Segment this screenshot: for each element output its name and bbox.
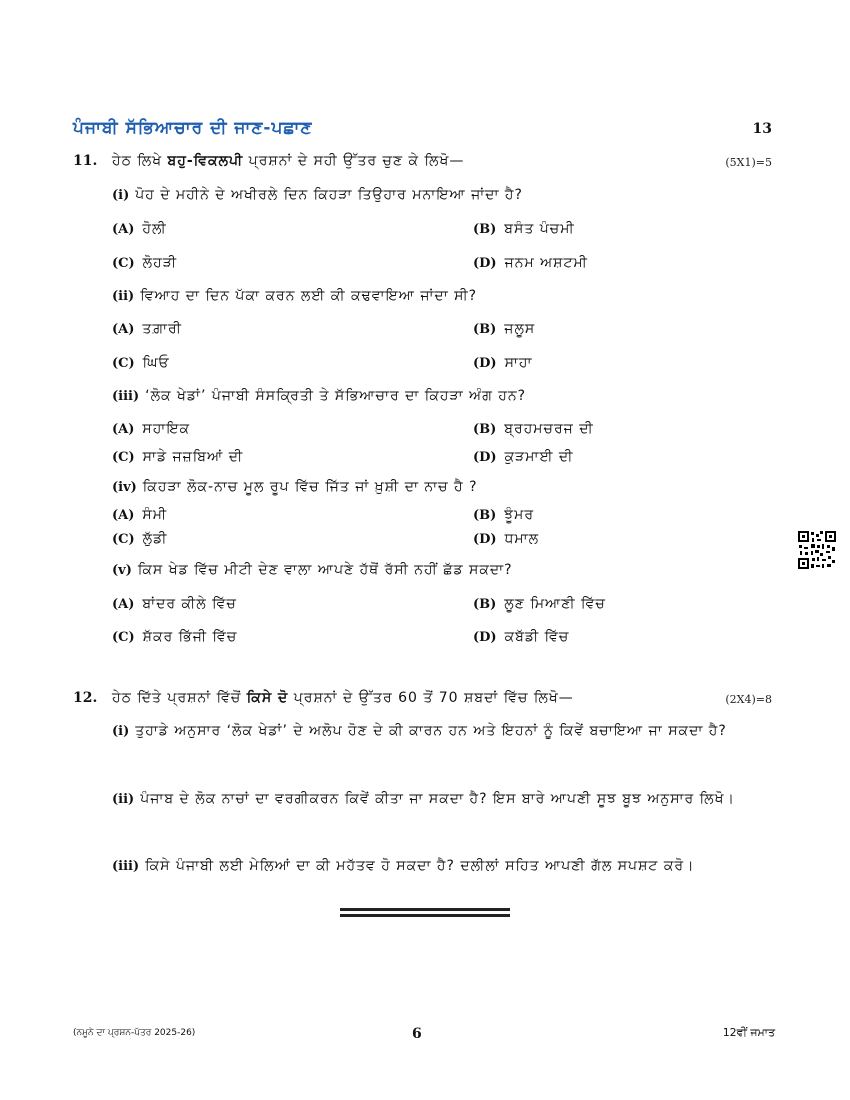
option-text: ਜਲੂਸ	[504, 321, 536, 337]
q11-iv-option-c	[112, 531, 167, 547]
option-label: (B)	[473, 222, 497, 237]
q11-iv-option-d	[473, 531, 539, 547]
option-label: (C)	[112, 256, 135, 271]
q11-iii-option-a	[112, 421, 190, 437]
option-label: (B)	[473, 422, 497, 437]
q11-ii-option-a	[112, 321, 182, 337]
option-label: (D)	[473, 256, 497, 271]
option-label: (A)	[112, 508, 135, 523]
option-label: (A)	[112, 222, 135, 237]
q12-sub-iii-roman: (iii)	[112, 859, 140, 874]
question-12-marks: (2X4)=8	[725, 693, 772, 706]
section-title: ਪੰਜਾਬੀ ਸੱਭਿਆਚਾਰ ਦੀ ਜਾਣ-ਪਛਾਣ	[73, 118, 313, 138]
q11-i-option-c	[112, 255, 177, 271]
option-label: (D)	[473, 532, 497, 547]
option-label: (B)	[473, 597, 497, 612]
question-12-text-pre: ਹੇਠ ਦਿੱਤੇ ਪ੍ਰਸ਼ਨਾਂ ਵਿੱਚੋਂ	[112, 690, 247, 706]
option-text: ਸਹਾਇਕ	[142, 421, 191, 437]
q11-v-option-b	[473, 596, 606, 612]
option-label: (C)	[112, 532, 135, 547]
q11-i-option-d	[473, 255, 588, 271]
option-label: (C)	[112, 450, 135, 465]
q11-sub-v-roman: (v)	[112, 563, 132, 578]
q11-i-option-b	[473, 221, 575, 237]
q11-v-option-d	[473, 629, 569, 645]
q11-sub-iv-roman: (iv)	[112, 480, 137, 495]
option-text: ਤਗ਼ਾਰੀ	[142, 321, 182, 337]
q11-ii-option-b	[473, 321, 535, 337]
question-12-number: 12.	[73, 690, 98, 706]
footer-class-label: 12ਵੀਂ ਜਮਾਤ	[722, 1026, 775, 1039]
option-text: ਧਮਾਲ	[504, 531, 540, 547]
option-text: ਜਨਮ ਅਸ਼ਟਮੀ	[504, 255, 588, 271]
option-text: ਲੂਣ ਮਿਆਣੀ ਵਿੱਚ	[504, 596, 606, 612]
q11-v-option-c	[112, 629, 237, 645]
q11-iii-option-c	[112, 449, 243, 465]
q11-sub-i-roman: (i)	[112, 188, 130, 203]
q12-sub-i	[73, 714, 778, 749]
question-11-marks: (5X1)=5	[725, 156, 772, 169]
q12-sub-iii-text: ਕਿਸੇ ਪੰਜਾਬੀ ਲਈ ਮੇਲਿਆਂ ਦਾ ਕੀ ਮਹੱਤਵ ਹੋ ਸਕਦਾ ਹੈ? ਦਲੀਲਾਂ ਸਹਿਤ ਆਪਣੀ ਗੱਲ ਸਪਸ਼ਟ ਕਰੋ।	[145, 858, 695, 874]
q11-sub-iv	[112, 479, 478, 495]
question-11-number: 11.	[73, 153, 98, 169]
q11-sub-ii-text: ਵਿਆਹ ਦਾ ਦਿਨ ਪੱਕਾ ਕਰਨ ਲਈ ਕੀ ਕਢਵਾਇਆ ਜਾਂਦਾ ਸੀ?	[140, 288, 478, 304]
option-text: ਸਾਡੇ ਜਜ਼ਬਿਆਂ ਦੀ	[142, 449, 244, 465]
q11-sub-iii	[112, 388, 526, 404]
q11-iv-option-a	[112, 507, 167, 523]
q11-iv-option-b	[473, 507, 534, 523]
question-11-text	[112, 153, 464, 169]
q11-ii-option-d	[473, 355, 533, 371]
question-12-text	[112, 690, 574, 706]
q12-sub-iii	[73, 849, 778, 884]
option-label: (D)	[473, 630, 497, 645]
question-11-text-bold: ਬਹੁ-ਵਿਕਲਪੀ	[167, 153, 244, 169]
end-divider-bottom	[340, 914, 510, 917]
question-11-text-pre: ਹੇਠ ਲਿਖੇ	[112, 153, 168, 169]
q11-v-option-a	[112, 596, 237, 612]
q11-i-option-a	[112, 221, 167, 237]
q11-sub-iii-roman: (iii)	[112, 389, 140, 404]
q11-iii-option-b	[473, 421, 594, 437]
q12-sub-ii-text: ਪੰਜਾਬ ਦੇ ਲੋਕ ਨਾਚਾਂ ਦਾ ਵਰਗੀਕਰਨ ਕਿਵੇਂ ਕੀਤਾ ਜਾ ਸਕਦਾ ਹੈ? ਇਸ ਬਾਰੇ ਆਪਣੀ ਸੂਝ ਬੂਝ ਅਨੁਸਾਰ ਲਿਖੋ।	[140, 791, 735, 807]
question-11-text-post: ਪ੍ਰਸ਼ਨਾਂ ਦੇ ਸਹੀ ਉੱਤਰ ਚੁਣ ਕੇ ਲਿਖੋ—	[243, 153, 465, 169]
page-code: 13	[752, 121, 772, 137]
option-label: (C)	[112, 630, 135, 645]
option-text: ਘਿਓ	[142, 355, 170, 371]
question-12-text-bold: ਕਿਸੇ ਦੋ	[246, 690, 289, 706]
q11-sub-ii-roman: (ii)	[112, 289, 135, 304]
qr-code-icon	[797, 530, 837, 570]
question-12-text-post: ਪ੍ਰਸ਼ਨਾਂ ਦੇ ਉੱਤਰ 60 ਤੋਂ 70 ਸ਼ਬਦਾਂ ਵਿੱਚ ਲਿਖੋ—	[288, 690, 574, 706]
q11-iii-option-d	[473, 449, 573, 465]
q11-sub-v-text: ਕਿਸ ਖੇਡ ਵਿੱਚ ਮੀਟੀ ਦੇਣ ਵਾਲਾ ਆਪਣੇ ਹੱਥੋਂ ਰੱਸੀ ਨਹੀਂ ਛੱਡ ਸਕਦਾ?	[137, 562, 513, 578]
option-label: (A)	[112, 322, 135, 337]
option-label: (B)	[473, 508, 497, 523]
option-text: ਹੋਲੀ	[142, 221, 167, 237]
option-text: ਕੁੜਮਾਈ ਦੀ	[504, 449, 574, 465]
q12-sub-ii	[73, 782, 778, 817]
option-text: ਲੁੱਡੀ	[142, 531, 168, 547]
end-divider-top	[340, 908, 510, 911]
option-label: (D)	[473, 356, 497, 371]
q11-sub-i	[112, 187, 523, 203]
option-text: ਲੋਹੜੀ	[142, 255, 178, 271]
footer-paper-label: (ਨਮੂਨੇ ਦਾ ਪ੍ਰਸ਼ਨ-ਪੱਤਰ 2025-26)	[73, 1028, 196, 1038]
q11-ii-option-c	[112, 355, 170, 371]
q11-sub-v	[112, 562, 513, 578]
option-text: ਸੰਮੀ	[142, 507, 168, 523]
option-text: ਸਾਹਾ	[504, 355, 533, 371]
q12-sub-i-roman: (i)	[112, 724, 130, 739]
option-label: (A)	[112, 422, 135, 437]
q11-sub-iii-text: ‘ਲੋਕ ਖੇਡਾਂ’ ਪੰਜਾਬੀ ਸੰਸਕ੍ਰਿਤੀ ਤੇ ਸੱਭਿਆਚਾਰ ਦਾ ਕਿਹੜਾ ਅੰਗ ਹਨ?	[145, 388, 527, 404]
option-label: (C)	[112, 356, 135, 371]
option-text: ਸ਼ੱਕਰ ਭਿੱਜੀ ਵਿੱਚ	[142, 629, 238, 645]
q11-sub-i-text: ਪੋਹ ਦੇ ਮਹੀਨੇ ਦੇ ਅਖੀਰਲੇ ਦਿਨ ਕਿਹੜਾ ਤਿਉਹਾਰ ਮਨਾਇਆ ਜਾਂਦਾ ਹੈ?	[135, 187, 523, 203]
option-text: ਕਬੱਡੀ ਵਿੱਚ	[504, 629, 570, 645]
option-text: ਝੂੰਮਰ	[504, 507, 534, 523]
option-label: (B)	[473, 322, 497, 337]
page-number: 6	[412, 1026, 422, 1042]
q11-sub-iv-text: ਕਿਹੜਾ ਲੋਕ-ਨਾਚ ਮੂਲ ਰੂਪ ਵਿੱਚ ਜਿੱਤ ਜਾਂ ਖ਼ੁਸ਼ੀ ਦਾ ਨਾਚ ਹੈ ?	[142, 479, 478, 495]
q11-sub-ii	[112, 288, 477, 304]
option-text: ਬਾਂਦਰ ਕੀਲੇ ਵਿੱਚ	[142, 596, 237, 612]
option-text: ਬਸੰਤ ਪੰਚਮੀ	[504, 221, 575, 237]
option-label: (D)	[473, 450, 497, 465]
option-text: ਬ੍ਰਹਮਚਰਜ ਦੀ	[504, 421, 594, 437]
q12-sub-ii-roman: (ii)	[112, 792, 135, 807]
q12-sub-i-text: ਤੁਹਾਡੇ ਅਨੁਸਾਰ ‘ਲੋਕ ਖੇਡਾਂ’ ਦੇ ਅਲੋਪ ਹੋਣ ਦੇ ਕੀ ਕਾਰਨ ਹਨ ਅਤੇ ਇਹਨਾਂ ਨੂੰ ਕਿਵੇਂ ਬਚਾਇਆ ਜਾ ਸਕਦਾ ਹੈ?	[135, 723, 727, 739]
option-label: (A)	[112, 597, 135, 612]
